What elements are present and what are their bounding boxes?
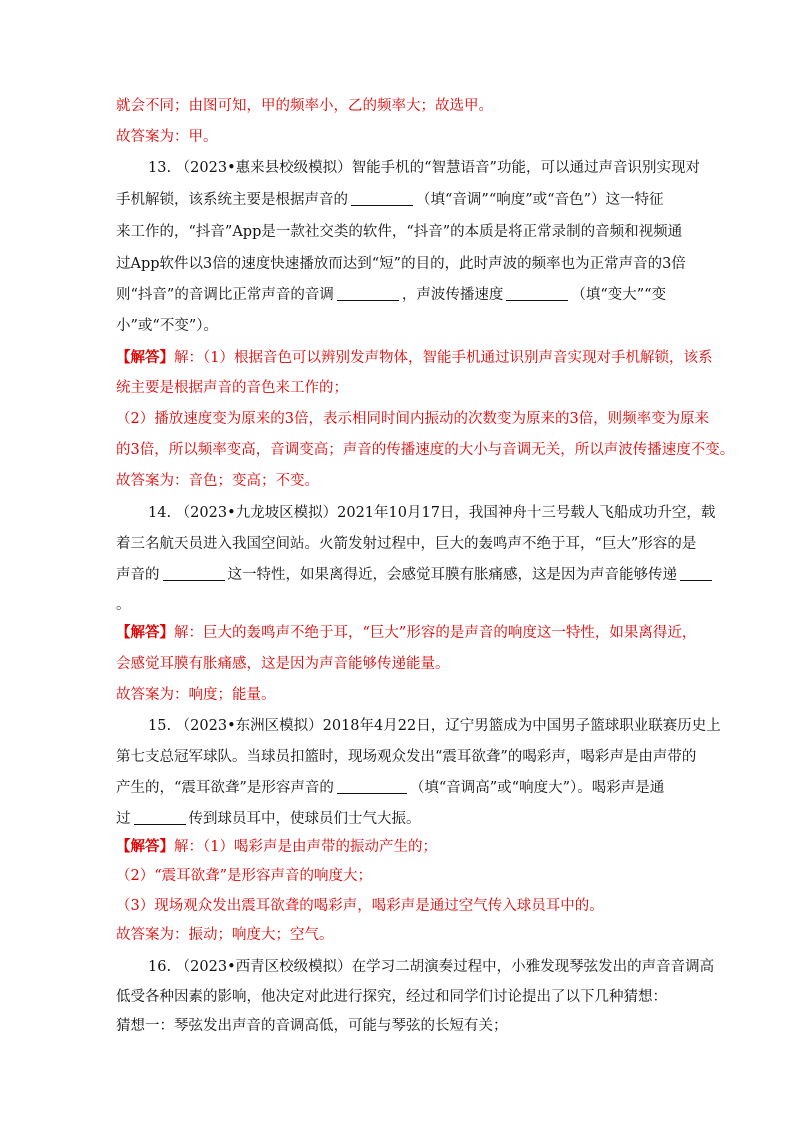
q12-answer-explanation: 就会不同；由图可知，甲的频率小，乙的频率大；故选甲。 [116, 98, 493, 114]
q13-line-5-text-c: （填“变大”“变 [571, 287, 667, 303]
q13-line-2-text-b: （填“音调”“响度”或“音色”）这一特征 [416, 192, 664, 208]
q14-line-1: 14. （2023•九龙坡区模拟）2021年10月17日，我国神舟十三号载人飞船成功升空，载 [148, 505, 716, 521]
q14-solution-tag: 【解答】 [116, 624, 174, 641]
q15-solution-2: （2）“震耳欲聋”是形容声音的响度大； [116, 868, 373, 884]
q13-solution-4: 的3倍，所以频率变高，音调变高；声音的传播速度的大小与音调无关，所以声波传播速度不变。 [116, 442, 735, 458]
q15-line-4-text-b: 传到球员耳中，使球员们士气大振。 [188, 811, 421, 827]
q16-line-1: 16. （2023•西青区校级模拟）在学习二胡演奏过程中，小雅发现琴弦发出的声音音调高 [148, 959, 715, 975]
q13-line-2-text-a: 手机解锁，该系统主要是根据声音的 [116, 192, 348, 208]
q13-solution-1 [116, 348, 712, 368]
q13-line-2 [116, 190, 663, 210]
q13-solution-1-text: 解：（1）根据音色可以辨别发声物体，智能手机通过识别声音实现对手机解锁，该系 [174, 350, 713, 366]
q15-line-3-text-b: （填“音调高”或“响度大”）。喝彩声是通 [409, 780, 665, 796]
q13-solution-tag: 【解答】 [116, 349, 174, 366]
q16-line-2: 低受各种因素的影响，他决定对此进行探究，经过和同学们讨论提出了以下几种猜想： [116, 989, 667, 1005]
q15-final-answer: 故答案为：振动；响度大；空气。 [116, 927, 334, 943]
q14-blank-2[interactable] [680, 566, 712, 581]
q15-line-3-text-a: 产生的，“震耳欲聋”是形容声音的 [116, 780, 334, 796]
q14-solution-1 [116, 623, 696, 643]
q13-solution-2: 统主要是根据声音的音色来工作的； [116, 380, 348, 396]
q13-line-6: 小”或“不变”）。 [116, 318, 218, 334]
q15-solution-1-text: 解：（1）喝彩声是由声带的振动产生的； [174, 839, 437, 855]
q14-line-3-text-b: 这一特性，如果离得近，会感觉耳膜有胀痛感，这是因为声音能够传递 [227, 567, 677, 583]
q13-line-4: 过App软件以3倍的速度快速播放而达到“短”的目的，此时声波的频率也为正常声音的3倍 [116, 256, 686, 272]
q14-line-3 [116, 565, 715, 585]
q15-line-2: 第七支总冠军球队。当球员扣篮时，现场观众发出“震耳欲聋”的喝彩声，喝彩声是由声带的 [116, 749, 697, 765]
q14-line-2: 着三名航天员进入我国空间站。火箭发射过程中，巨大的轰鸣声不绝于耳，“巨大”形容的是 [116, 536, 697, 552]
q13-final-answer: 故答案为：音色；变高；不变。 [116, 473, 319, 489]
q14-final-answer: 故答案为：响度；能量。 [116, 687, 276, 703]
q14-line-4: 。 [116, 597, 131, 613]
q13-solution-3: （2）播放速度变为原来的3倍，表示相同时间内振动的次数变为原来的3倍，则频率变为原来 [116, 411, 710, 427]
q15-line-3 [116, 778, 664, 798]
q15-blank-2[interactable] [134, 810, 186, 825]
q13-blank-3[interactable] [506, 286, 568, 301]
q15-line-4 [116, 809, 421, 829]
q13-line-5 [116, 285, 666, 305]
q15-solution-tag: 【解答】 [116, 838, 174, 855]
q13-line-5-text-a: 则“抖音”的音调比正常声音的音调 [116, 287, 334, 303]
q15-solution-3: （3）现场观众发出震耳欲聋的喝彩声，喝彩声是通过空气传入球员耳中的。 [116, 898, 604, 914]
q16-line-3: 猜想一：琴弦发出声音的音调高低，可能与琴弦的长短有关； [116, 1018, 508, 1034]
q12-final-answer: 故答案为：甲。 [116, 129, 218, 145]
q15-line-4-text-a: 过 [116, 811, 131, 827]
q13-line-1: 13. （2023•惠来县校级模拟）智能手机的“智慧语音”功能，可以通过声音识别实现对 [148, 160, 700, 176]
q13-line-5-text-b: ，声波传播速度 [401, 287, 504, 303]
q15-line-1: 15. （2023•东洲区模拟）2018年4月22日，辽宁男篮成为中国男子篮球职业联赛历史上 [148, 718, 721, 734]
q13-line-3: 来工作的，“抖音”App是一款社交类的软件，“抖音”的本质是将正常录制的音频和视频通 [116, 224, 683, 240]
q14-line-3-text-a: 声音的 [116, 567, 160, 583]
q13-blank-1[interactable] [351, 191, 413, 206]
q15-solution-1 [116, 837, 437, 857]
q13-blank-2[interactable] [337, 286, 399, 301]
q14-solution-1-text: 解：巨大的轰鸣声不绝于耳，“巨大”形容的是声音的响度这一特性，如果离得近， [174, 625, 697, 641]
q14-solution-2: 会感觉耳膜有胀痛感，这是因为声音能够传递能量。 [116, 656, 450, 672]
q15-blank-1[interactable] [337, 779, 407, 794]
q14-blank-1[interactable] [163, 566, 225, 581]
